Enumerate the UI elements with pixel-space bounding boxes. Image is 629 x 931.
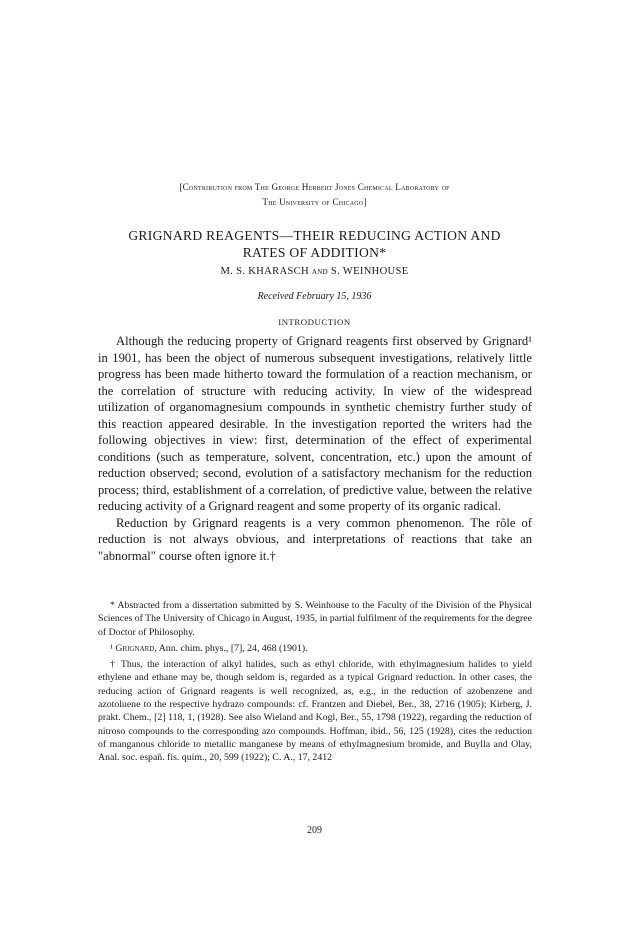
contribution-line-1: [Contribution from The George Herbert Jones Chemical Laboratory of — [179, 182, 450, 192]
article-title — [70, 227, 559, 261]
body-paragraph-2: Reduction by Grignard reagents is a very common phenomenon. The rôle of reduction is not always obvious, and interpretations of reactions that take an "abnormal" course often ignore it.† — [98, 515, 532, 563]
author-conjunction: and — [311, 266, 328, 277]
footnote-1-citation: , Ann. chim. phys., [7], 24, 468 (1901). — [154, 642, 308, 654]
contribution-header — [70, 180, 559, 210]
footnote-dagger: † Thus, the interaction of alkyl halides, such as ethyl chloride, with ethylmagnesium halides to yield ethylene and ethane may be, though seldom is, regarded as a typical Grignard reduction. In other cases, the reducing action of Grignard reagents is well recognized, as, e.g., in the reduction of azobenzene and azotoluene to the respective hydrazo compounds: cf. Frantzen and Diebel, Ber., 38, 2716 (1905); Kirberg, J. prakt. Chem., [2] 118, 1, (1928). See also Wieland and Kogl, Ber., 55, 1798 (1922), regarding the reduction of nitroso compounds to the corresponding azo compounds. Hoffman, ibid., 56, 125 (1928), cites the reduction of manganous chloride to metallic manganese by means of ethylmagnesium bromide, and Buylla and Olay, Anal. soc. españ. fís. quím., 20, 599 (1922); C. A., 17, 2412 — [98, 659, 532, 764]
footnote-star: * Abstracted from a dissertation submitted by S. Weinhouse to the Faculty of the Division of the Physical Sciences of The University of Chicago in August, 1935, in partial fulfilment of the requirements for the degree of Doctor of Philosophy. — [98, 600, 532, 638]
body-text — [98, 333, 532, 564]
author-2: S. WEINHOUSE — [330, 266, 409, 277]
page-number: 209 — [307, 825, 322, 836]
title-line-2: RATES OF ADDITION* — [242, 245, 387, 260]
body-paragraph-1: Although the reducing property of Grignard reagents first observed by Grignard¹ in 1901, has been the object of numerous subsequent investigations, relatively little progress has been made hitherto toward the formulation of a reaction mechanism, or the correlation of structure with reducing activity. In view of the widespread utilization of organomagnesium compounds in synthetic chemistry further study of this reaction appeared desirable. In the investigation reported the writers had the following objectives in view: first, determination of the effect of experimental conditions (such as temperature, solvent, concentration, etc.) upon the amount of reduction observed; second, evolution of a satisfactory mechanism for the reduction process; third, establishment of a correlation, of predictive value, between the relative reducing activity of a Grignard reagent and some property of its organic radical. — [98, 334, 532, 513]
authors — [70, 266, 559, 277]
footnote-1-mark: ¹ — [110, 642, 116, 654]
section-heading: INTRODUCTION — [278, 317, 351, 327]
footnote-1-author: Grignard — [115, 642, 155, 654]
footnote-1 — [98, 642, 532, 655]
footnotes — [98, 599, 532, 768]
author-1: M. S. KHARASCH — [220, 266, 309, 277]
contribution-line-2: The University of Chicago] — [262, 197, 367, 207]
received-date: Received February 15, 1936 — [257, 291, 372, 302]
title-line-1: GRIGNARD REAGENTS—THEIR REDUCING ACTION AND — [128, 228, 501, 243]
